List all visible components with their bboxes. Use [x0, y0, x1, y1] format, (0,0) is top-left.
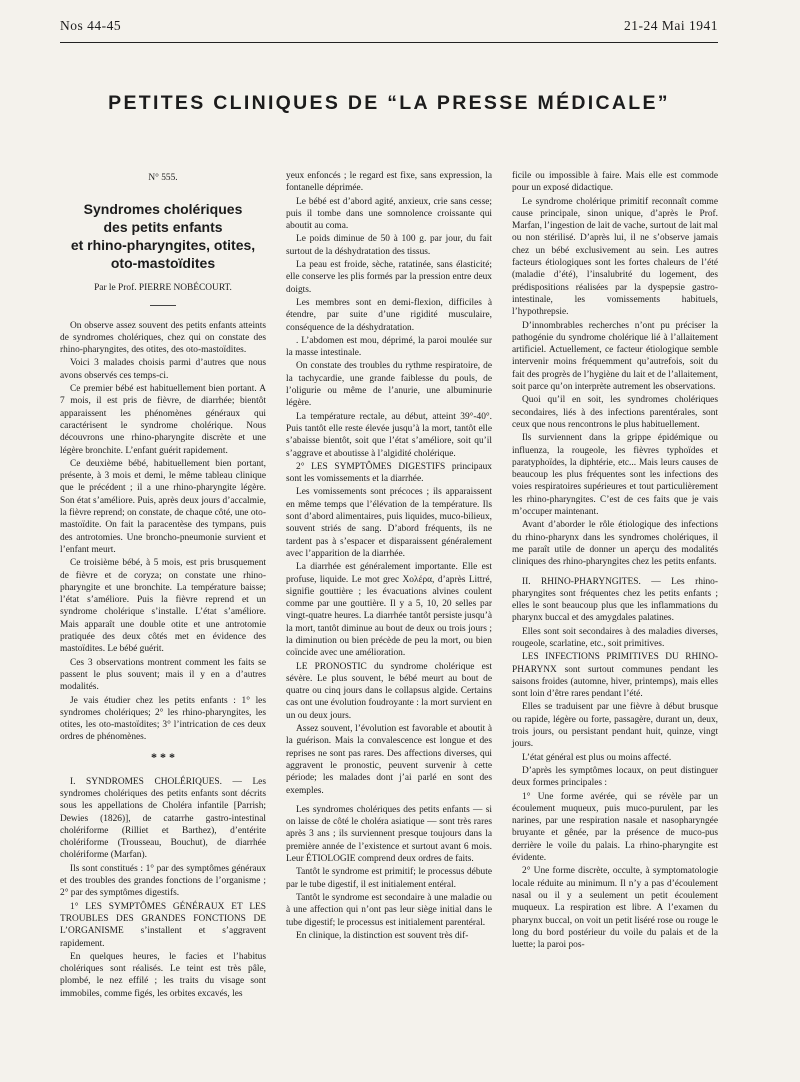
paragraph: 1° LES SYMPTÔMES GÉNÉRAUX ET LES TROUBLES DES GRANDES FONCTIONS DE L’ORGANISME s’installent et s’aggravent rapidement.: [60, 901, 266, 949]
paragraph: La température rectale, au début, atteint 39°-40°. Puis tantôt elle reste élevée jusqu’à la mort, tantôt elle s’abaisse bientôt, soit que l’état s’améliore, soit qu’il s’aggrave et aboutisse à l’algidité cholérique.: [286, 411, 492, 459]
paragraph: LES INFECTIONS PRIMITIVES DU RHINO-PHARYNX sont surtout communes pendant les saisons froides (automne, hiver, printemps), mais elles sont loin d’être rares pendant l’été.: [512, 652, 718, 700]
paragraph: Assez souvent, l’évolution est favorable et aboutit à la guérison. Mais la convalescence est longue et des reprises ne sont pas rares. Des affections diverses, qui aggravent le pronostic, peuvent survenir à cette période; les malades dont j’ai parlé en sont des exemples.: [286, 724, 492, 796]
paragraph: Elles se traduisent par une fièvre à début brusque ou rapide, légère ou forte, passagère, durant un, deux, trois jours, ou persistant pendant huit, quinze, vingt jours.: [512, 702, 718, 750]
paragraph: Les vomissements sont précoces ; ils apparaissent en même temps que l’élévation de la température. Ils sont d’abord alimentaires, puis liquides, muco-bilieux, souvent striés de sang. D’abord fréquents, ils ne tardent pas à s’espacer et disparaissent généralement avec l’apparition de la diarrhée.: [286, 487, 492, 559]
paragraph: Les syndromes cholériques des petits enfants — si on laisse de côté le choléra asiatique — sont très rares après 3 ans ; ils surviennent presque toujours dans la première année de l’existence et surtout avant 6 mois. Leur ÉTIOLOGIE comprend deux ordres de faits.: [286, 804, 492, 865]
article-title-line: des petits enfants: [103, 219, 223, 236]
column-3: [512, 170, 718, 952]
article-title: [60, 200, 266, 272]
paragraph: La diarrhée est généralement importante. Elle est profuse, liquide. Le mot grec Χολέρα, d’après Littré, signifie gouttière ; les évacuations alvines coulent comme par une gouttière. Il y a 5, 10, 20 selles par vingt-quatre heures. La diarrhée tantôt persiste jusqu’à la mort, tantôt diminue au bout de deux ou trois jours ; la diminution ou bien précède de peu la mort, ou bien coïncide avec une amélioration.: [286, 562, 492, 659]
paragraph: Le bébé est d’abord agité, anxieux, crie sans cesse; puis il tombe dans une somnolence croissante qui aboutit au coma.: [286, 196, 492, 232]
header-rule: [60, 42, 718, 43]
paragraph: On observe assez souvent des petits enfants atteints de syndromes cholériques, chez qui on constate des rhino-pharyngites, des otites, des oto-mastoïdites.: [60, 320, 266, 356]
paragraph: Le poids diminue de 50 à 100 g. par jour, du fait surtout de la déshydratation des tissus.: [286, 234, 492, 257]
article-title-line: et rhino-pharyngites, otites,: [70, 237, 256, 254]
paragraph: Ils surviennent dans la grippe épidémique ou influenza, la rougeole, les fièvres typhoïdes et paratyphoïdes, la diphtérie, etc... Mais leurs causes de beaucoup les plus fréquentes sont les infections des voies respiratoires supérieures et tout particulièrement les rhino-pharyngites. C’est de ces faits que je vais m’occuper maintenant.: [512, 433, 718, 518]
supplement-title: PETITES CLINIQUES DE “LA PRESSE MÉDICALE”: [108, 92, 670, 114]
section-stars: * * *: [151, 749, 175, 764]
paragraph: 2° LES SYMPTÔMES DIGESTIFS principaux sont les vomissements et la diarrhée.: [286, 461, 492, 485]
paragraph: Le syndrome cholérique primitif reconnaît comme cause principale, sinon unique, d’après le Prof. Marfan, l’ingestion de lait de vache, surtout de lait mal ou non stérilisé. D’après lui, il ne s’observe jamais chez un bébé exclusivement au sein. Les autres facteurs étiologiques sont les fortes chaleurs de l’été (maladie d’été), l’insalubrité du logement, des prédispositions réalisées par la dyspepsie gastro-intestinale, les vomissements habituels, l’hypothrepsie.: [512, 196, 718, 318]
paragraph: Je vais étudier chez les petits enfants : 1° les syndromes cholériques; 2° les rhino-pharyngites, les otites, les oto-mastoïdites; 3° l’intrication de ces deux ordres de phénomènes.: [60, 695, 266, 743]
paragraph: Les membres sont en demi-flexion, difficiles à étendre, par suite d’une rigidité musculaire, conséquence de la déshydratation.: [286, 297, 492, 333]
paragraph: On constate des troubles du rythme respiratoire, de la tachycardie, une grande faiblesse du pouls, de l’oligurie ou même de l’anurie, une albuminurie légère.: [286, 361, 492, 409]
paragraph: Ces 3 observations montrent comment les faits se passent le plus souvent; mais il y en a d’autres modalités.: [60, 657, 266, 693]
paragraph: En clinique, la distinction est souvent très dif-: [296, 930, 469, 941]
paragraph: II. RHINO-PHARYNGITES. — Les rhino-pharyngites sont fréquentes chez les petits enfants ; elles le sont beaucoup plus que les inflammations du pharynx buccal et des amygdales palatines.: [512, 576, 718, 624]
article-number: N° 555.: [148, 173, 178, 183]
article-title-line: Syndromes cholériques: [83, 201, 243, 218]
paragraph: En quelques heures, le facies et l’habitus cholériques sont réalisés. Le teint est très pâle, plombé, le nez effilé ; les traits du visage sont immobiles, comme figés, les orbites excavés, les: [60, 951, 266, 999]
paragraph: yeux enfoncés ; le regard est fixe, sans expression, la fontanelle déprimée.: [286, 171, 492, 194]
paragraph: Tantôt le syndrome est primitif; le processus débute par le tube digestif, il est initialement entéral.: [286, 867, 492, 890]
paragraph: . L’abdomen est mou, déprimé, la paroi moulée sur la masse intestinale.: [286, 335, 492, 359]
paragraph: D’innombrables recherches n’ont pu préciser la pathogénie du syndrome cholérique lié à l’allaitement artificiel. Actuellement, ce facteur étiologique semble intervenir moins fréquemment qu’autrefois, soit du fait des progrès de l’hygiène du lait et de l’allaitement, soit parce qu’on interprète autrement les observations.: [512, 320, 718, 393]
paragraph: Voici 3 malades choisis parmi d’autres que nous avons observés ces temps-ci.: [60, 358, 266, 381]
author-rule: [150, 305, 176, 306]
paragraph: Ce premier bébé est habituellement bien portant. A 7 mois, il est pris de fièvre, de diarrhée; bientôt apparaissent les phénomènes généraux qui caractérisent le syndrome cholérique. Nous découvrons une rhino-pharyngite discrète et une légère bronchite. L’enfant guérit rapidement.: [60, 384, 266, 456]
paragraph: Elles sont soit secondaires à des maladies diverses, rougeole, scarlatine, etc., soit primitives.: [512, 626, 718, 649]
paragraph: 1° Une forme avérée, qui se révèle par un écoulement muqueux, puis muco-purulent, par les narines, par une respiration nasale et nasopharyngée bruyante et gênée, par la présence de muco-pus derrière le voile du palais. La rhino-pharyngite est évidente.: [512, 791, 718, 864]
article-title-line: oto-mastoïdites: [110, 255, 216, 272]
paragraph: LE PRONOSTIC du syndrome cholérique est sévère. Le plus souvent, le bébé meurt au bout de quatre ou cinq jours dans le collapsus algide. Certains cas ont une évolution foudroyante : la mort survient en un ou deux jours.: [286, 661, 492, 721]
article-author: Par le Prof. PIERRE NOBÉCOURT.: [94, 283, 232, 294]
paragraph: 2° Une forme discrète, occulte, à symptomatologie locale réduite au minimum. Il n’y a pas d’écoulement nasal ou il y a seulement un petit écoulement muqueux. La respiration est libre. A l’examen du pharynx buccal, on voit un petit liséré rose ou rouge le long du bord postérieur du voile du palais et de la luette; la paroi pos-: [512, 866, 718, 951]
paragraph: Avant d’aborder le rôle étiologique des infections du rhino-pharynx dans les syndromes cholériques, il me paraît utile de donner un aperçu des modalités cliniques des rhino-pharyngites chez les petits enfants.: [512, 520, 718, 568]
paragraph: L’état général est plus ou moins affecté.: [522, 752, 672, 763]
paragraph: I. SYNDROMES CHOLÉRIQUES. — Les syndromes cholériques des petits enfants sont décrits sous les appellations de Choléra infantile [Parrish; Dewies (1826)], de catarrhe gastro-intestinal cholériforme (Rilliet et Barthez), d’entérite cholériforme (Trousseau, Bouchut), de diarrhée cholériforme (Marfan).: [60, 776, 266, 861]
paragraph: Ils sont constitués : 1° par des symptômes généraux et des troubles des grandes fonctions de l’organisme ; 2° par des symptômes digestifs.: [60, 863, 266, 899]
column-2: [286, 170, 492, 943]
column-1: [60, 172, 266, 1001]
paragraph: D’après les symptômes locaux, on peut distinguer deux formes principales :: [512, 765, 718, 789]
paragraph: La peau est froide, sèche, ratatinée, sans élasticité; elle conserve les plis formés par la pression entre deux doigts.: [286, 260, 492, 295]
issue-date: 21-24 Mai 1941: [624, 18, 718, 33]
issue-number: Nos 44-45: [60, 18, 122, 33]
paragraph: Tantôt le syndrome est secondaire à une maladie ou à une affection qui n’ont pas leur siège initial dans le tube digestif; le processus est initialement parentéral.: [286, 892, 492, 928]
paragraph: Ce troisième bébé, à 5 mois, est pris brusquement de fièvre et de coryza; on constate une rhino-pharyngite et une bronchite. La température baisse; l’état s’améliore. Puis la fièvre reprend et un syndrome cholérique s’installe. L’état s’améliore. Mais apparaît une double otite et une antrotomie pratiquée des deux côtés met en évidence des mastoïdites. Le bébé guérit.: [60, 558, 266, 655]
paragraph: Ce deuxième bébé, habituellement bien portant, présente, à 3 mois et demi, le même tableau clinique que le précédent ; il a une rhino-pharyngite légère. Son état s’améliore. Puis, après deux jours d’accalmie, la fièvre reprend; on constate, de chaque côté, une oto-mastoïdite. On fait la paracentèse des tympans, puis des antrotomies. Une broncho-pneumonie survient et l’enfant meurt.: [60, 458, 266, 555]
paragraph: Quoi qu’il en soit, les syndromes cholériques secondaires, liés à des infections parentérales, sont ceux que nous rencontrons le plus habituellement.: [512, 395, 718, 430]
paragraph: ficile ou impossible à faire. Mais elle est commode pour un exposé didactique.: [512, 171, 718, 194]
